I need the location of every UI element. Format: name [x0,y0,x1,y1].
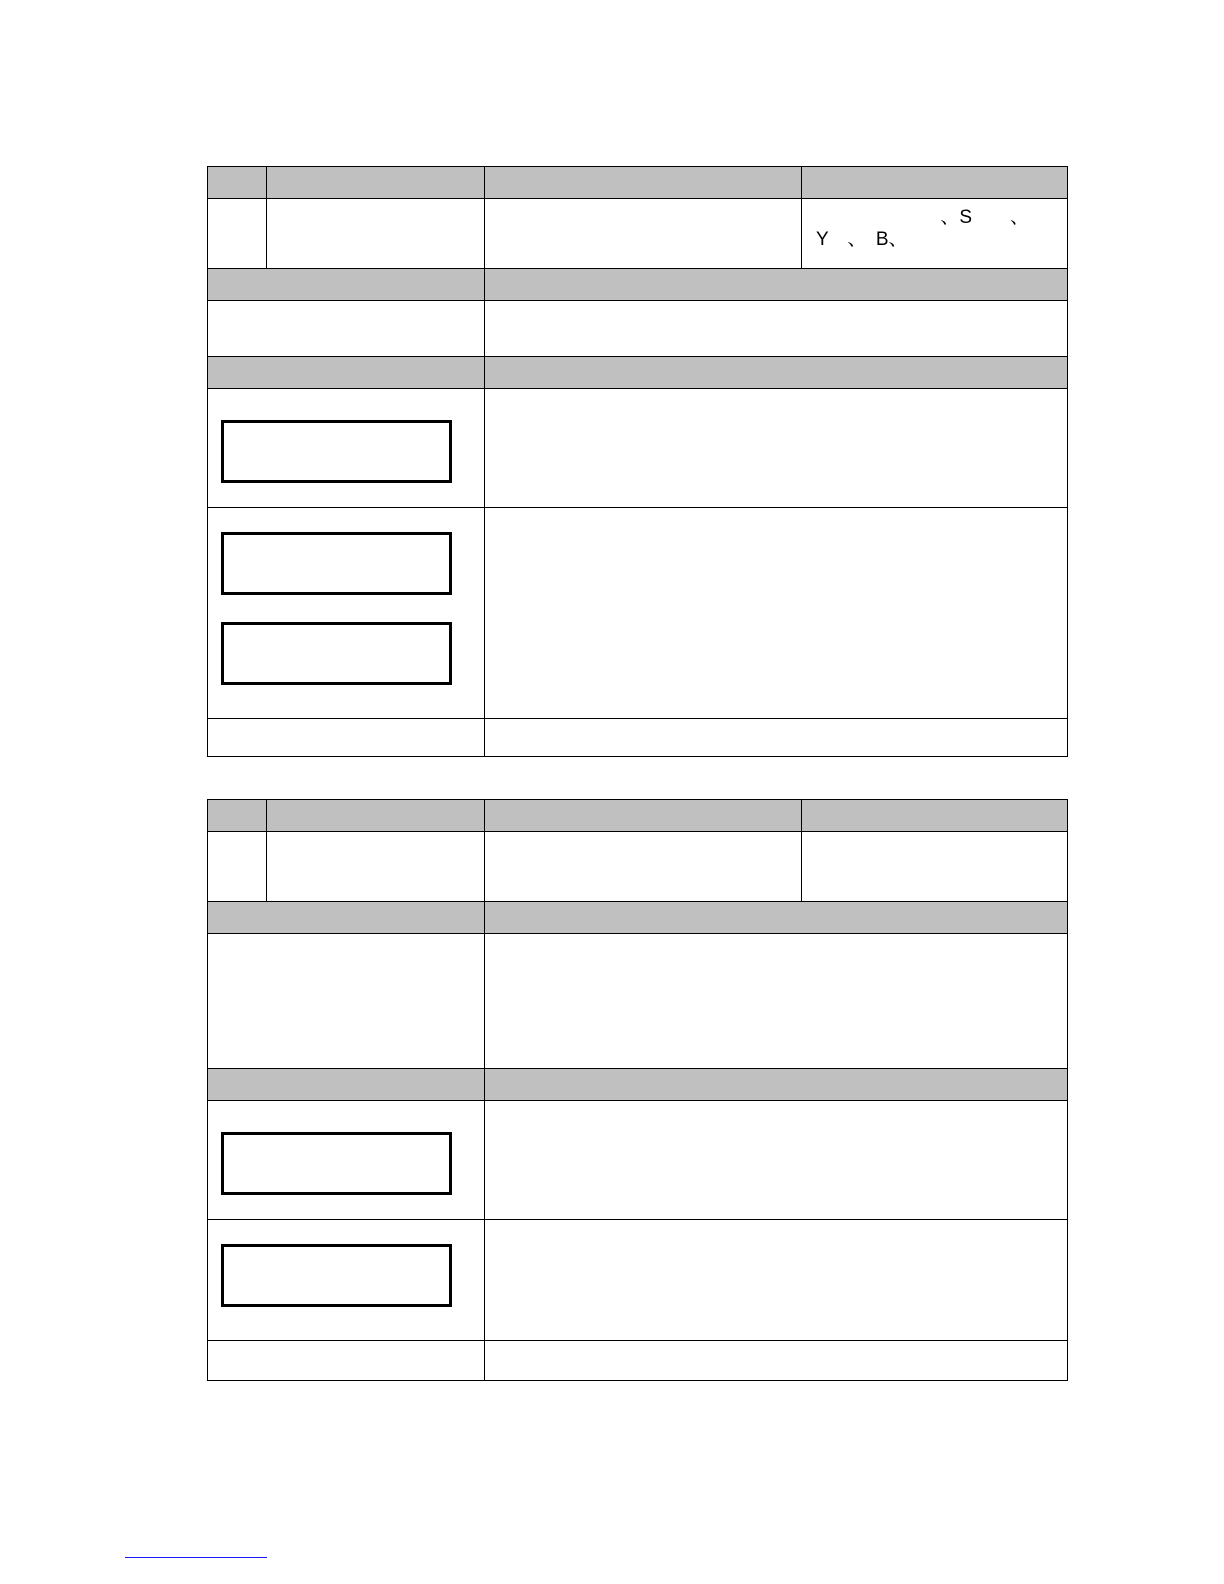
header-cell-no [208,800,267,832]
note-cell-right [485,1341,1068,1381]
display-header-left [208,1069,485,1101]
note-cell-right [485,719,1068,757]
display-header-right [485,357,1068,389]
cell-values [802,199,1068,269]
info-cell-left [208,934,485,1069]
display-cell [208,508,485,719]
section-header-right [485,269,1068,301]
display-cell [208,1101,485,1220]
display-header-left [208,357,485,389]
lcd-display-box [221,420,452,483]
display-description [485,1101,1068,1220]
note-cell-left [208,1341,485,1381]
lcd-display-box [221,622,452,685]
lcd-display-box [221,1132,452,1195]
display-description [485,389,1068,508]
values-text [816,207,1059,251]
display-description [485,508,1068,719]
values-line-1: 、S 、 [940,207,1029,228]
header-cell-name [267,800,485,832]
info-cell-right [485,934,1068,1069]
section-header-left [208,902,485,934]
lcd-display-box [221,1244,452,1307]
info-cell-left [208,301,485,357]
note-cell-left [208,719,485,757]
section-header-right [485,902,1068,934]
parameter-table-2 [207,799,1068,1381]
display-header-right [485,1069,1068,1101]
cell-name [267,199,485,269]
parameter-table-1 [207,166,1068,757]
display-cell [208,389,485,508]
header-cell-name [267,167,485,199]
cell-description [485,832,802,902]
cell-no [208,199,267,269]
footnote-separator [125,1557,267,1558]
header-cell-values [802,167,1068,199]
display-cell [208,1220,485,1341]
header-cell-values [802,800,1068,832]
header-cell-description [485,167,802,199]
section-header-left [208,269,485,301]
cell-no [208,832,267,902]
lcd-display-box [221,532,452,595]
header-cell-no [208,167,267,199]
cell-values [802,832,1068,902]
cell-description [485,199,802,269]
header-cell-description [485,800,802,832]
cell-name [267,832,485,902]
display-description [485,1220,1068,1341]
info-cell-right [485,301,1068,357]
values-line-2: Y 、 B、 [816,229,908,250]
